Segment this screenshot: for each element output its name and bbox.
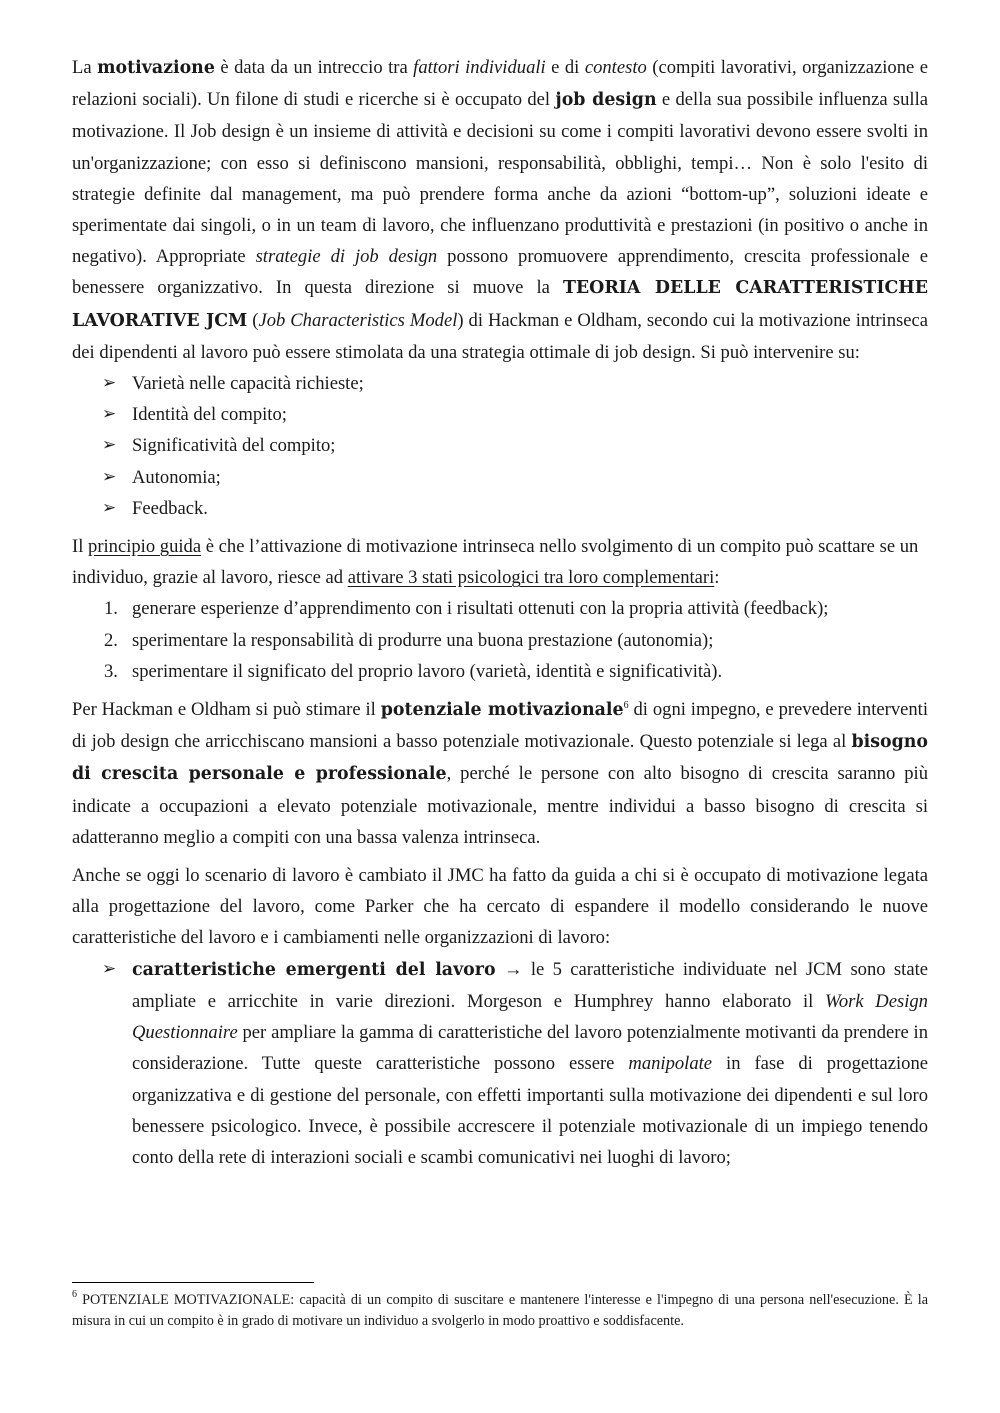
list-item: 2. sperimentare la responsabilità di produrre una buona prestazione (autonomia); xyxy=(72,625,928,656)
parker-list xyxy=(72,954,928,1173)
footnote-mark: 6 xyxy=(72,1289,77,1300)
footnote-ref[interactable]: 6 xyxy=(623,700,629,712)
underline-tre-stati: attivare 3 stati psicologici tra loro complementari xyxy=(347,567,715,589)
arrow-bullet-icon: ➢ xyxy=(102,497,117,518)
list-item: ➢ caratteristiche emergenti del lavoro → le 5 caratteristiche individuate nel JCM sono state ampliate e arricchite in varie direzioni. Morgeson e Humphrey hanno elaborato il Work Design Questionnaire per ampliare la gamma di caratteristiche del lavoro potenzialmente motivanti da prendere in considerazione. Tutte queste caratteristiche possono essere manipolate in fase di progettazione organizzativa e di gestione del personale, con effetti importanti sulla motivazione dei dipendenti e sul loro benessere psicologico. Invece, è possibile accrescere il potenziale motivazionale di un impiego tenendo conto della rete di interazioni sociali e scambi comunicativi nei luoghi di lavoro; xyxy=(72,954,928,1173)
list-item: 3. sperimentare il significato del proprio lavoro (varietà, identità e significatività). xyxy=(72,656,928,687)
italic-fattori-individuali: fattori individuali xyxy=(413,57,546,78)
list-item: ➢ Autonomia; xyxy=(72,462,928,493)
list-number: 2. xyxy=(104,629,118,651)
paragraph-principio-guida: Il principio guida è che l’attivazione di motivazione intrinseca nello svolgimento di un compito può scattare se un individuo, grazie al lavoro, riesce ad attivare 3 stati psicologici tra loro complementari: xyxy=(72,536,919,589)
arrow-bullet-icon: ➢ xyxy=(102,404,117,425)
arrow-bullet-icon: ➢ xyxy=(102,435,117,456)
paragraph-motivazione: La motivazione è data da un intreccio tra fattori individuali e di contesto (compiti lavorativi, organizzazione e relazioni sociali). Un filone di studi e ricerche si è occupato del job design e della sua possibile influenza sulla motivazione. Il Job design è un insieme di attività e decisioni su come i compiti lavorativi devono essere svolti in un'organizzazione; con esso si definiscono mansioni, responsabilità, obblighi, tempi… Non è solo l'esito di strategie definite dal management, ma può prendere forma anche da azioni “bottom-up”, soluzioni ideate e sperimentate dai singoli, o in un team di lavoro, che influenzano produttività e prestazioni (in positivo o anche in negativo). Appropriate strategie di job design possono promuovere apprendimento, crescita professionale e benessere organizzativo. In questa direzione si muove la TEORIA DELLE CARATTERISTICHE LAVORATIVE JCM (Job Characteristics Model) di Hackman e Oldham, secondo cui la motivazione intrinseca dei dipendenti al lavoro può essere stimolata da una strategia ottimale di job design. Si può intervenire su: xyxy=(72,57,929,363)
keyword-potenziale-motivazionale: potenziale motivazionale xyxy=(380,700,624,721)
list-number: 1. xyxy=(104,598,118,620)
psychological-states-list xyxy=(72,593,928,687)
list-item: ➢ Varietà nelle capacità richieste; xyxy=(72,368,928,399)
italic-strategie-job-design: strategie di job design xyxy=(255,246,438,268)
arrow-bullet-icon: ➢ xyxy=(102,373,117,394)
jcm-characteristics-list xyxy=(72,368,928,524)
keyword-job-design: job design xyxy=(555,90,657,111)
arrow-bullet-icon: ➢ xyxy=(102,958,117,979)
arrow-bullet-icon: ➢ xyxy=(102,466,117,487)
body-text xyxy=(72,52,928,1173)
list-item: ➢ Identità del compito; xyxy=(72,399,928,430)
keyword-teoria-jcm: TEORIA DELLE CARATTERISTICHE LAVORATIVE JCM xyxy=(72,278,928,331)
italic-work-design-questionnaire: Work Design Questionnaire xyxy=(132,990,928,1044)
paragraph-potenziale: Per Hackman e Oldham si può stimare il potenziale motivazionale$^6$ di ogni impegno, e prevedere interventi di job design che arricchiscano mansioni a basso potenziale motivazionale. Questo potenziale si lega al bisogno di crescita personale e professionale, perché le persone con alto bisogno di crescita saranno più indicate a occupazioni a elevato potenziale motivazionale, mentre individui a basso bisogno di crescita si adatteranno meglio a compiti con una bassa valenza intrinseca. xyxy=(72,699,929,848)
keyword-motivazione: motivazione xyxy=(97,58,215,78)
keyword-caratteristiche-emergenti: caratteristiche emergenti del lavoro xyxy=(132,959,496,980)
list-number: 3. xyxy=(104,660,118,682)
list-item: ➢ Feedback. xyxy=(72,493,928,524)
italic-job-characteristics-model: Job Characteristics Model xyxy=(258,309,458,331)
underline-principio-guida: principio guida xyxy=(88,536,202,558)
italic-manipolate: manipolate xyxy=(628,1053,713,1075)
footnote-divider xyxy=(72,1282,314,1283)
paragraph-parker: Anche se oggi lo scenario di lavoro è cambiato il JMC ha fatto da guida a chi si è occupato di motivazione legata alla progettazione del lavoro, come Parker che ha cercato di espandere il modello considerando le nuove caratteristiche del lavoro e i cambiamenti nelle organizzazioni di lavoro: xyxy=(72,865,928,949)
list-item: 1. generare esperienze d’apprendimento con i risultati ottenuti con la propria attività (feedback); xyxy=(72,593,928,624)
footnote: $^6$ POTENZIALE MOTIVAZIONALE: capacità di un compito di suscitare e mantenere l'interesse e l'impegno di una persona nell'esecuzione. È la misura in cui un compito è in grado di motivare un individuo a svolgerlo in modo proattivo e soddisfacente. xyxy=(72,1289,928,1329)
italic-contesto: contesto xyxy=(584,57,647,78)
list-item: ➢ Significatività del compito; xyxy=(72,430,928,461)
keyword-bisogno-crescita: bisogno di crescita personale e professionale xyxy=(72,732,928,785)
